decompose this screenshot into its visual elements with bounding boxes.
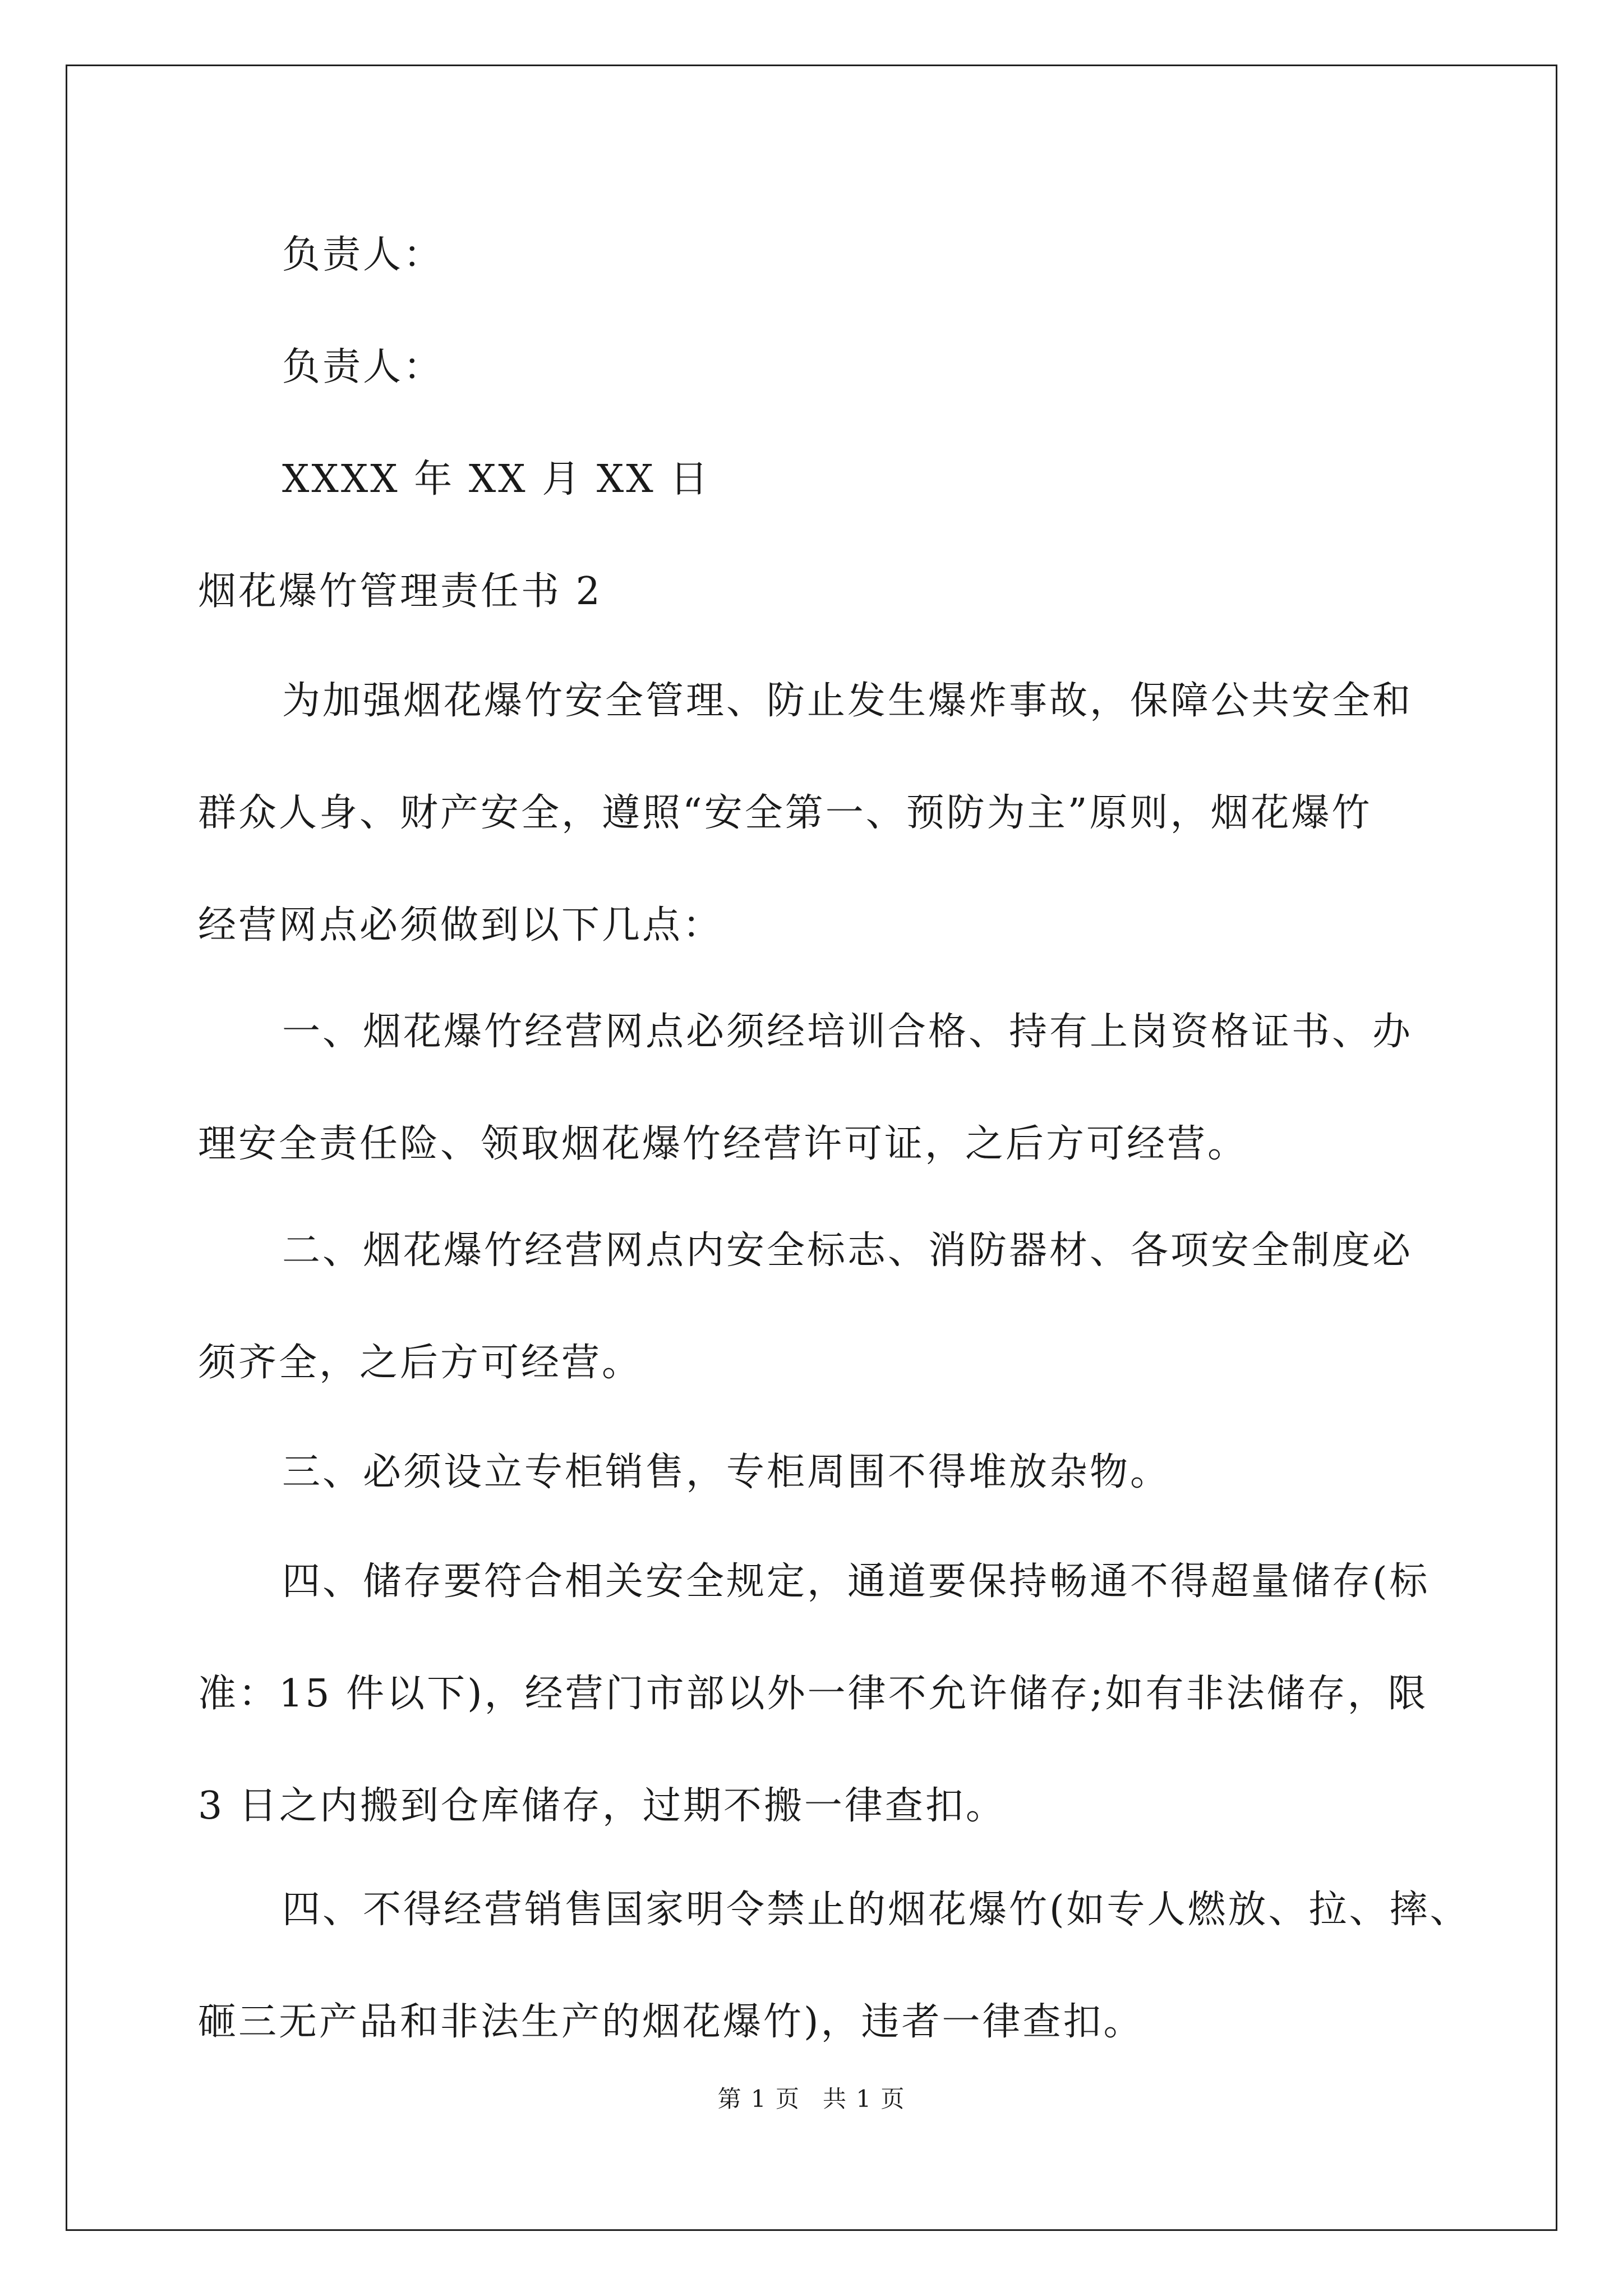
text-line: 一、烟花爆竹经营网点必须经培训合格、持有上岗资格证书、办 [282,1010,1413,1054]
clause-paragraph [198,1854,1470,2078]
text-line: 3 日之内搬到仓库储存，过期不搬一律查扣。 [198,1784,1006,1828]
text-line: 须齐全，之后方可经营。 [198,1341,643,1385]
intro-paragraph [198,645,1427,982]
text-line: XXXX 年 XX 月 XX 日 [282,457,711,501]
page-number: 第 1 页 [717,2085,800,2113]
text-line: 为加强烟花爆竹安全管理、防止发生爆炸事故，保障公共安全和 [282,679,1413,723]
clause-paragraph [198,976,1427,1200]
text-line: 负责人： [282,345,444,389]
page-total: 共 1 页 [823,2085,906,2113]
date-line [198,424,1511,536]
text-line: 准：15 件以下)，经营门市部以外一律不允许储存;如有非法储存，限 [198,1672,1428,1716]
clause-paragraph [198,1416,1427,1529]
signatory-line [198,199,1511,311]
text-line: 烟花爆竹管理责任书 2 [198,569,602,614]
text-line: 理安全责任险、领取烟花爆竹经营许可证，之后方可经营。 [198,1122,1248,1166]
text-line: 经营网点必须做到以下几点： [198,903,723,947]
text-line: 负责人： [282,233,444,277]
text-line: 群众人身、财产安全，遵照“安全第一、预防为主”原则，烟花爆竹 [198,791,1372,835]
text-line: 四、储存要符合相关安全规定，通道要保持畅通不得超量储存(标 [282,1559,1430,1604]
text-line: 二、烟花爆竹经营网点内安全标志、消防器材、各项安全制度必 [282,1228,1413,1273]
clause-paragraph [198,1526,1430,1862]
document-title [198,536,1427,648]
text-line: 四、不得经营销售国家明令禁止的烟花爆竹(如专人燃放、拉、摔、 [282,1888,1470,1932]
page-footer [0,2082,1623,2116]
clause-paragraph [198,1195,1427,1419]
text-line: 砸三无产品和非法生产的烟花爆竹)，违者一律查扣。 [198,2000,1144,2044]
text-line: 三、必须设立专柜销售，专柜周围不得堆放杂物。 [282,1450,1171,1494]
signatory-line [198,311,1511,424]
